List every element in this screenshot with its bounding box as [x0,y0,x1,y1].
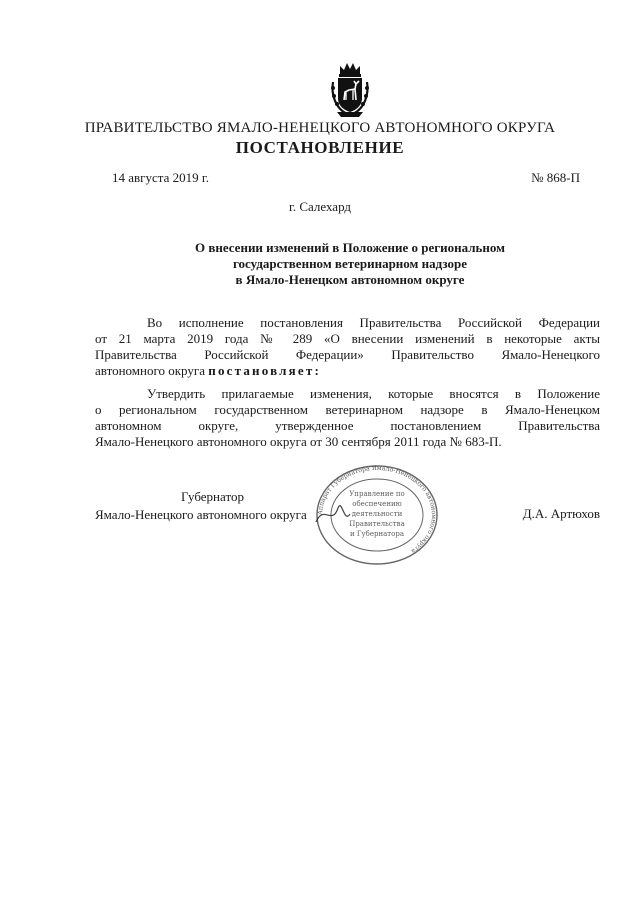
subject-line: в Ямало-Ненецком автономном округе [235,272,465,287]
stamp-text: обеспечению [352,500,402,508]
signatory-title: Губернатор [181,489,244,504]
document-type: ПОСТАНОВЛЕНИЕ [235,138,405,157]
paragraph-line: автономном округе, утвержденное постановлением Правительства [95,418,600,433]
paragraph-line [95,363,600,379]
subject-line: О внесении изменений в Положение о региональном [194,240,506,255]
document-subject [150,240,550,288]
paragraph-line: Правительства Российской Федерации» Правительство Ямало-Ненецкого [95,347,600,362]
document-number: № 868-П [531,170,580,185]
paragraph-line: Утвердить прилагаемые изменения, которые вносятся в Положение [147,386,600,401]
resolution-keyword: постановляет: [208,363,321,378]
paragraph-line: Во исполнение постановления Правительства Российской Федерации [147,315,600,330]
official-stamp [314,464,440,566]
stamp-text: и Губернатора [349,530,405,538]
document-city: г. Салехард [288,199,352,214]
stamp-text: Правительства [349,520,405,528]
paragraph-line: о региональном государственном ветеринарном надзоре в Ямало-Ненецком [95,402,600,417]
stamp-text: Управление по [349,490,405,498]
paragraph-text: автономного округа [95,363,209,378]
stamp-text: деятельности [351,510,403,518]
paragraph-line: Ямало-Ненецкого автономного округа от 30 сентября 2011 года № 683-П. [95,434,502,449]
stamp-ring-text: Аппарат Губернатора Ямало-Ненецкого автономного округа [316,464,438,555]
document-date: 14 августа 2019 г. [112,170,209,185]
signatory-position [95,488,307,524]
government-title: ПРАВИТЕЛЬСТВО ЯМАЛО-НЕНЕЦКОГО АВТОНОМНОГО ОКРУГА [84,120,556,136]
subject-line: государственном ветеринарном надзоре [232,256,468,271]
signatory-region: Ямало-Ненецкого автономного округа [95,507,307,522]
yamal-coat-of-arms-icon [329,60,371,118]
signatory-name: Д.А. Артюхов [522,506,600,521]
body-paragraph [95,315,600,379]
paragraph-line: от 21 марта 2019 года № 289 «О внесении изменений в некоторые акты [95,331,600,346]
body-paragraph [95,386,600,450]
